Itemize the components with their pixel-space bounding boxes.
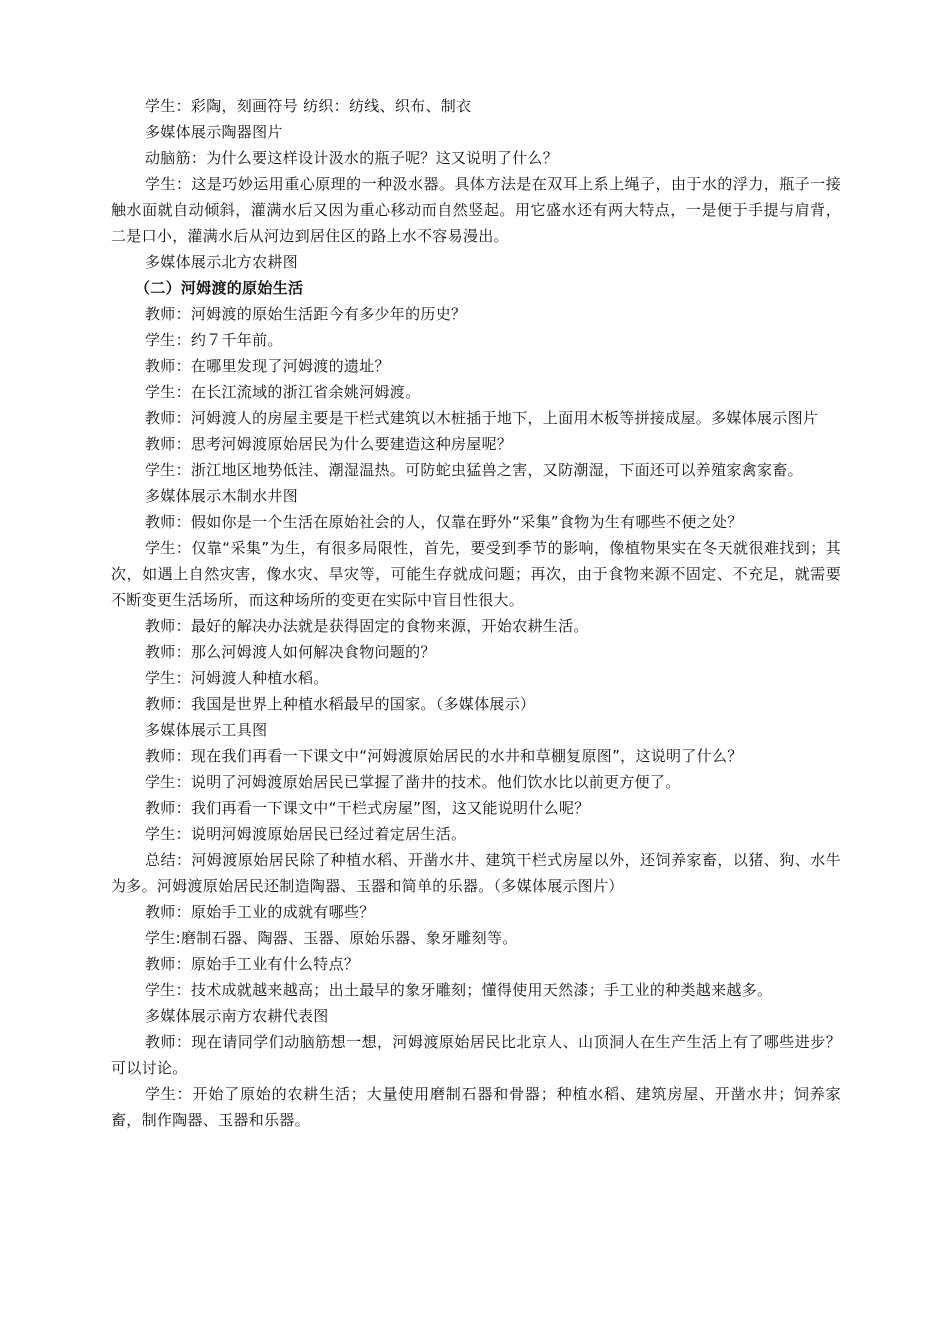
- paragraph: 学生：这是巧妙运用重心原理的一种汲水器。具体方法是在双耳上系上绳子，由于水的浮力，瓶子一接触水面就自动倾斜，灌满水后又因为重心移动而自然竖起。用它盛水还有两大特点，一是便于手提与肩背，二是口小，灌满水后从河边到居住区的路上水不容易漫出。: [111, 175, 841, 245]
- paragraph: 多媒体展示南方农耕代表图: [145, 1007, 329, 1025]
- paragraph: 多媒体展示工具图: [145, 721, 268, 739]
- paragraph: 教师：我国是世界上种植水稻最早的国家。（多媒体展示）: [145, 695, 536, 713]
- section-heading: （二）河姆渡的原始生活: [135, 279, 304, 297]
- paragraph: 教师：现在我们再看一下课文中“河姆渡原始居民的水井和草棚复原图”，这说明了什么？: [145, 747, 743, 765]
- paragraph: 学生:磨制石器、陶器、玉器、原始乐器、象牙雕刻等。: [145, 929, 518, 947]
- paragraph: 学生：开始了原始的农耕生活；大量使用磨制石器和骨器；种植水稻、建筑房屋、开凿水井；饲养家畜，制作陶器、玉器和乐器。: [111, 1085, 841, 1129]
- paragraph: 教师：现在请同学们动脑筋想一想，河姆渡原始居民比北京人、山顶洞人在生产生活上有了哪些进步？可以讨论。: [111, 1033, 841, 1077]
- paragraph: 教师：假如你是一个生活在原始社会的人，仅靠在野外“采集”食物为生有哪些不便之处？: [145, 513, 743, 531]
- paragraph: 学生：彩陶，刻画符号 纺织：纺线、织布、制衣: [145, 97, 472, 115]
- paragraph: 学生：仅靠“采集”为生，有很多局限性，首先，要受到季节的影响，像植物果实在冬天就很难找到；其次，如遇上自然灾害，像水灾、旱灾等，可能生存就成问题；再次，由于食物来源不固定、不充足，就需要不断变更生活场所，而这种场所的变更在实际中盲目性很大。: [111, 539, 841, 609]
- paragraph: 多媒体展示北方农耕图: [145, 253, 299, 271]
- paragraph: 学生：在长江流域的浙江省余姚河姆渡。: [145, 383, 421, 401]
- paragraph: 多媒体展示陶器图片: [145, 123, 283, 141]
- paragraph: 学生：河姆渡人种植水稻。: [145, 669, 329, 687]
- paragraph: 教师：在哪里发现了河姆渡的遗址？: [145, 357, 390, 375]
- paragraph: 教师：河姆渡的原始生活距今有多少年的历史？: [145, 305, 467, 323]
- paragraph: 学生：约７千年前。: [145, 331, 283, 349]
- paragraph: 总结：河姆渡原始居民除了种植水稻、开凿水井、建筑干栏式房屋以外，还饲养家畜，以猪、狗、水牛为多。河姆渡原始居民还制造陶器、玉器和简单的乐器。（多媒体展示图片）: [111, 851, 841, 895]
- paragraph: 学生：浙江地区地势低洼、潮湿温热。可防蛇虫猛兽之害，又防潮湿，下面还可以养殖家禽家畜。: [145, 461, 803, 479]
- paragraph: 学生：说明了河姆渡原始居民已掌握了凿井的技术。他们饮水比以前更方便了。: [145, 773, 681, 791]
- paragraph: 教师：河姆渡人的房屋主要是干栏式建筑以木桩插于地下，上面用木板等拼接成屋。多媒体展示图片: [145, 409, 819, 427]
- paragraph: 学生：技术成就越来越高；出土最早的象牙雕刻；懂得使用天然漆；手工业的种类越来越多。: [145, 981, 773, 999]
- paragraph: 教师：原始手工业有什么特点？: [145, 955, 360, 973]
- paragraph: 多媒体展示木制水井图: [145, 487, 299, 505]
- paragraph: 教师：那么河姆渡人如何解决食物问题的？: [145, 643, 436, 661]
- paragraph: 教师：原始手工业的成就有哪些？: [145, 903, 375, 921]
- paragraph: 动脑筋：为什么要这样设计汲水的瓶子呢？这又说明了什么？: [145, 149, 559, 167]
- paragraph: 学生：说明河姆渡原始居民已经过着定居生活。: [145, 825, 467, 843]
- paragraph: 教师：我们再看一下课文中“干栏式房屋”图，这又能说明什么呢？: [145, 799, 590, 817]
- paragraph: 教师：思考河姆渡原始居民为什么要建造这种房屋呢？: [145, 435, 513, 453]
- document-body: [111, 93, 841, 1133]
- paragraph: 教师：最好的解决办法就是获得固定的食物来源，开始农耕生活。: [145, 617, 589, 635]
